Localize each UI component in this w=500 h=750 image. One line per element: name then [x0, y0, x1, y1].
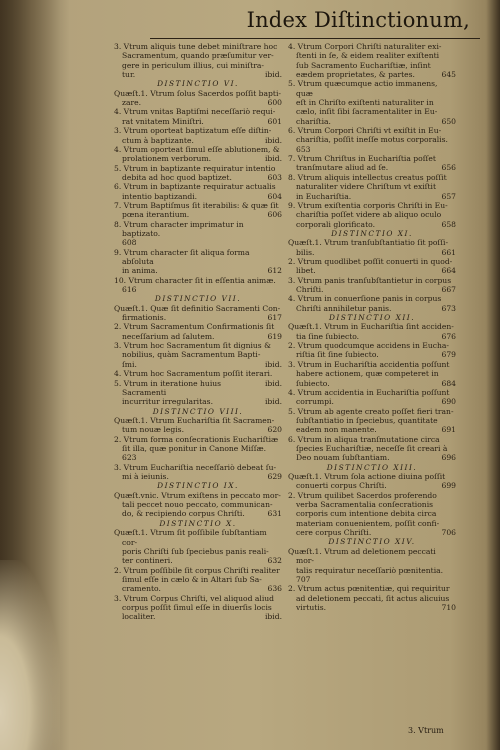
entry-line: ſit illa, quæ ponitur in Canone Miſſæ.: [122, 443, 267, 453]
entry-line: 5. Vtrum ab agente creato poſſet fieri tran-: [288, 406, 454, 416]
entry-line: corporis cum intentione debita circa: [296, 509, 437, 519]
entry-line: nobilius, quàm Sacramentum Bapti-: [122, 350, 261, 360]
entry-line: 6. Vtrum in aliqua tranſmutatione circa: [288, 434, 440, 444]
index-entry: [114, 416, 282, 435]
distinctio-heading: DISTINCTIO VIII.: [152, 406, 244, 416]
entry-line: cælo, inſit ſibi ſacramentaliter in Eu-: [296, 107, 438, 117]
entry-line: 7. Vtrum Chriſtus in Euchariſtia poſſet: [288, 154, 436, 164]
entry-line: 2. Vtrum quodlibet poſſit conuerti in quod-: [288, 256, 453, 266]
entry-line: libet.: [296, 266, 316, 276]
page-reference: 612: [267, 266, 282, 276]
entry-line: 4. Vtrum Corpori Chriſti naturaliter exi-: [288, 42, 442, 51]
index-entry: [114, 594, 282, 622]
page-reference: 667: [441, 285, 456, 294]
page-reference: 645: [441, 70, 456, 80]
index-entry: [114, 566, 282, 594]
page-reference: 629: [267, 472, 282, 481]
entry-line: 3. Vtrum in Euchariſtia accidentia poſſunt: [288, 359, 450, 369]
page-reference: 676: [441, 331, 456, 341]
entry-line: Deo nouam ſubſtantiam.: [296, 453, 390, 463]
entry-line: habere actionem, quæ competeret in: [296, 369, 439, 379]
entry-line: cramento.: [122, 584, 161, 594]
index-entry: [114, 201, 282, 220]
entry-line: chariſtia.: [296, 116, 331, 126]
index-entry: [288, 360, 456, 388]
index-entry: [114, 42, 282, 79]
entry-line: 4. Vtrum oporteat ſimul eſſe ablutionem, &: [114, 144, 280, 154]
entry-line: intentio baptizandi.: [122, 191, 198, 201]
index-entry: [288, 388, 456, 407]
entry-line: talis requiratur neceſſariò pœnitentia.: [296, 565, 444, 575]
entry-line: pœna iterantium.: [122, 210, 190, 220]
entry-line: 4. Vtrum vnitas Baptiſmi neceſſariò requi-: [114, 107, 276, 117]
entry-line: eſt in Chriſto exiſtenti naturaliter in: [296, 98, 434, 108]
entry-line: chariſtia, poſſit ineſſe motus corporalis.: [296, 135, 448, 145]
distinctio-heading: DISTINCTIO XI.: [331, 228, 413, 238]
page-reference: 603: [267, 172, 282, 182]
entry-line: chariſtia poſſet videre ab aliquo oculo: [296, 210, 442, 220]
index-entry: [288, 294, 456, 313]
index-entry: [114, 528, 282, 565]
page-reference: 619: [267, 331, 282, 341]
entry-line: 2. Vtrum actus pœnitentiæ, qui requiritur: [288, 584, 450, 594]
entry-line: ſmi.: [122, 359, 137, 369]
entry-line: corrumpi.: [296, 397, 334, 407]
page-reference: 706: [441, 528, 456, 538]
page-reference: 606: [267, 210, 282, 220]
page-reference: 600: [267, 98, 282, 108]
page-reference: 657: [441, 191, 456, 201]
index-entry: [114, 435, 282, 463]
distinctio-heading: DISTINCTIO XII.: [328, 313, 416, 323]
index-entry: [114, 89, 282, 108]
entry-line: conuerti corpus Chriſti.: [296, 481, 387, 491]
entry-line: 5. Vtrum in baptizante requiratur intentio: [114, 163, 276, 173]
page-reference: 631: [267, 509, 282, 519]
index-entry: [114, 220, 282, 248]
page-reference: 679: [441, 350, 456, 360]
entry-line: riſtia ſit ſine ſubiecto.: [296, 350, 379, 360]
distinctio-heading: DISTINCTIO VII.: [154, 294, 242, 304]
entry-line: do, & recipiendo corpus Chriſti.: [122, 509, 245, 519]
index-entry: [288, 322, 456, 341]
entry-line: firmationis.: [122, 313, 167, 323]
entry-line: tur.: [122, 70, 136, 80]
entry-line: in anima.: [122, 266, 158, 276]
entry-line: Quæſt.1. Vtrum ad deletionem peccati mor-: [288, 546, 436, 566]
entry-line: poris Chriſti ſub ſpeciebus panis reali-: [122, 546, 269, 556]
entry-line: 707: [296, 574, 311, 584]
page-reference: 691: [441, 425, 456, 435]
entry-line: 6. Vtrum in baptizante requiratur actualis: [114, 182, 276, 192]
distinctio-heading: DISTINCTIO IX.: [157, 481, 239, 491]
index-entry: [114, 463, 282, 482]
entry-line: naturaliter videre Chriſtum vt exiſtit: [296, 182, 437, 192]
entry-line: 2. Vtrum quodcumque accidens in Eucha-: [288, 341, 449, 351]
page-reference: 604: [267, 191, 282, 201]
page-reference: 636: [267, 584, 282, 594]
index-entry: [114, 276, 282, 295]
entry-line: 3. Vtrum oporteat baptizatum eſſe diſtin-: [114, 126, 272, 136]
entry-line: in Euchariſtia.: [296, 191, 352, 201]
entry-line: tali peccet nouo peccato, communican-: [122, 500, 273, 510]
entry-line: tia ſine ſubiecto.: [296, 331, 360, 341]
entry-line: mi à ieiunis.: [122, 472, 169, 481]
entry-line: 2. Vtrum quilibet Sacerdos proferendo: [288, 490, 437, 500]
entry-line: 5. Vtrum quæcumque actio immanens, quæ: [288, 79, 438, 98]
entry-line: 3. Vtrum hoc Sacramentum ſit dignius &: [114, 341, 271, 351]
index-entry: [288, 238, 456, 257]
entry-line: ſimul eſſe in cælo & in Altari ſub Sa-: [122, 574, 262, 584]
distinctio-heading: DISTINCTIO XIV.: [328, 537, 416, 547]
entry-line: ctum à baptizante.: [122, 135, 194, 145]
entry-line: Quæſt.vnic. Vtrum exiſtens in peccato mor-: [114, 490, 281, 500]
page-reference: 656: [441, 163, 456, 173]
entry-line: neceſſarium ad ſalutem.: [122, 331, 215, 341]
entry-line: 4. Vtrum accidentia in Euchariſtia poſſunt: [288, 387, 450, 397]
entry-line: Quæſt.1. Quæ ſit definitio Sacramenti Con-: [114, 303, 281, 313]
entry-line: tranſmutare aliud ad ſe.: [296, 163, 389, 173]
entry-line: ad deletionem peccati, ſit actus alicuius: [296, 593, 450, 603]
page-reference: 650: [441, 116, 456, 126]
page-reference: 699: [441, 481, 456, 491]
entry-line: Chriſti annihiletur panis.: [296, 303, 392, 313]
page-reference: 601: [267, 116, 282, 126]
entry-line: 9. Vtrum character ſit aliqua forma abſoluta: [114, 247, 250, 266]
index-entry: [288, 126, 456, 154]
index-entry: [114, 379, 282, 407]
entry-line: zare.: [122, 98, 142, 108]
index-entry: [114, 322, 282, 341]
page-reference: 664: [441, 266, 456, 276]
index-entry: [288, 491, 456, 538]
entry-line: cere corpus Chriſti.: [296, 528, 372, 538]
entry-line: eædem proprietates, & partes.: [296, 70, 415, 80]
entry-line: 3. Vtrum Corpus Chriſti, vel aliquod aliud: [114, 593, 275, 603]
entry-line: gere in periculum illius, cui miniſtra-: [122, 60, 264, 70]
entry-line: Quæſt.1. Vtrum ſolus Sacerdos poſſit bapti-: [114, 88, 281, 98]
page-reference: 696: [441, 453, 456, 463]
page-reference: ibid.: [265, 154, 282, 164]
entry-line: Quæſt.1. Vtrum Euchariſtia ſit Sacramen-: [114, 415, 275, 425]
entry-line: 8. Vtrum character imprimatur in baptizato.: [114, 219, 244, 238]
page-reference: 658: [441, 219, 456, 229]
entry-line: 8. Vtrum aliquis intellectus creatus poſſit: [288, 172, 447, 182]
page-reference: 690: [441, 397, 456, 407]
entry-line: 5. Vtrum in iteratione huius Sacramenti: [114, 378, 222, 397]
entry-line: localiter.: [122, 612, 156, 622]
index-entry: [114, 164, 282, 183]
entry-line: virtutis.: [296, 602, 327, 612]
index-entry: [114, 304, 282, 323]
page-reference: 620: [267, 425, 282, 435]
entry-line: corpus poſſit ſimul eſſe in diuerſis locis: [122, 602, 272, 612]
page-reference: ibid.: [265, 70, 282, 80]
index-entry: [114, 145, 282, 164]
entry-line: 616: [122, 285, 137, 294]
entry-line: rat vnitatem Miniſtri.: [122, 116, 204, 126]
entry-line: ſpecies Euchariſtiæ, neceſſe ſit creari à: [296, 443, 448, 453]
entry-line: ſtenti in ſe, & eidem realiter exiſtenti: [296, 51, 440, 61]
entry-line: verba Sacramentalia conſecrationis: [296, 500, 434, 510]
entry-line: 608: [122, 238, 137, 248]
catchword: 3. Vtrum: [408, 726, 444, 735]
page-reference: 632: [267, 556, 282, 566]
index-entry: [288, 79, 456, 126]
index-entry: [288, 257, 456, 276]
entry-line: 2. Vtrum poſſibile ſit corpus Chriſti realiter: [114, 565, 280, 575]
index-entry: [288, 154, 456, 173]
page-reference: ibid.: [265, 135, 282, 145]
page-reference: 617: [267, 313, 282, 323]
entry-line: 2. Vtrum forma conſecrationis Euchariſtiæ: [114, 434, 279, 444]
entry-line: Sacramentum, quando præſumitur ver-: [122, 51, 274, 61]
distinctio-heading: DISTINCTIO XIII.: [326, 462, 418, 472]
entry-line: Quæſt.1. Vtrum in Euchariſtia ſint acciden-: [288, 322, 454, 332]
entry-line: Quæſt.1. Vtrum ſit poſſibile ſubſtantiam cor-: [114, 528, 267, 547]
entry-line: materiam conuenientem, poſſit confi-: [296, 518, 440, 528]
page-reference: ibid.: [265, 612, 282, 622]
entry-line: 2. Vtrum Sacramentum Confirmationis ſit: [114, 322, 275, 332]
entry-line: 7. Vtrum Baptiſmus ſit iterabilis: & quæ ſit: [114, 200, 279, 210]
distinctio-heading: DISTINCTIO VI.: [157, 79, 239, 89]
page-reference: 684: [441, 378, 456, 388]
entry-line: bilis.: [296, 247, 315, 257]
entry-line: 623: [122, 453, 137, 463]
running-header: [150, 8, 480, 39]
index-entry: [288, 173, 456, 201]
index-entry: [288, 435, 456, 463]
entry-line: eadem non manente.: [296, 425, 377, 435]
index-entry: [114, 491, 282, 519]
entry-line: debita ad hoc quod baptizet.: [122, 172, 232, 182]
index-entry: [288, 341, 456, 360]
index-entry: [288, 584, 456, 612]
index-column-right: [288, 42, 456, 612]
index-entry: [288, 407, 456, 435]
entry-line: 4. Vtrum in conuerſione panis in corpus: [288, 294, 442, 304]
page-reference: ibid.: [265, 378, 282, 388]
entry-line: ter contineri.: [122, 556, 173, 566]
entry-line: 3. Vtrum Euchariſtia neceſſariò debeat ſu-: [114, 462, 277, 472]
page-reference: 673: [441, 303, 456, 313]
entry-line: prolationem verborum.: [122, 154, 212, 164]
index-entry: [288, 276, 456, 295]
entry-line: 3. Vtrum panis tranſubſtantietur in corpus: [288, 275, 452, 285]
index-entry: [288, 547, 456, 584]
index-entry: [114, 182, 282, 201]
page-reference: ibid.: [265, 397, 282, 407]
entry-line: tum nouæ legis.: [122, 425, 184, 435]
entry-line: Chriſti.: [296, 285, 324, 294]
entry-line: corporali glorificato.: [296, 219, 375, 229]
entry-line: incurritur irregularitas.: [122, 397, 213, 407]
entry-line: ſubiecto.: [296, 378, 330, 388]
index-column-left: [114, 42, 282, 622]
entry-line: 6. Vtrum Corpori Chriſti vt exiſtit in Eu-: [288, 126, 442, 136]
distinctio-heading: DISTINCTIO X.: [159, 518, 237, 528]
index-entry: [114, 341, 282, 369]
entry-line: 3. Vtrum aliquis tune debet miniſtrare hoc: [114, 42, 278, 51]
entry-line: Quæſt.1. Vtrum ſola actione diuina poſſit: [288, 472, 446, 481]
page-reference: ibid.: [265, 359, 282, 369]
entry-line: 9. Vtrum exiſtentia corporis Chriſti in Eu-: [288, 200, 448, 210]
index-entry: [288, 201, 456, 229]
entry-line: Quæſt.1. Vtrum tranſubſtantiatio ſit poſſi-: [288, 238, 449, 248]
entry-line: 10. Vtrum character ſit in eſſentia animæ.: [114, 275, 276, 285]
index-entry: [288, 472, 456, 491]
page-reference: 710: [441, 602, 456, 612]
index-entry: [114, 126, 282, 145]
index-entry: [288, 42, 456, 79]
page-damage: [0, 560, 60, 750]
entry-line: 4. Vtrum hoc Sacramentum poſſit iterari.: [114, 369, 273, 379]
entry-line: ſubſtantiatio in ſpeciebus, quantitate: [296, 415, 438, 425]
index-entry: [114, 248, 282, 276]
index-entry: [114, 107, 282, 126]
entry-line: 653: [296, 144, 311, 154]
entry-line: ſub Sacramento Euchariſtiæ, inſint: [296, 60, 431, 70]
page-title: Index Diſtinctionum,: [246, 8, 470, 32]
page-reference: 661: [441, 247, 456, 257]
